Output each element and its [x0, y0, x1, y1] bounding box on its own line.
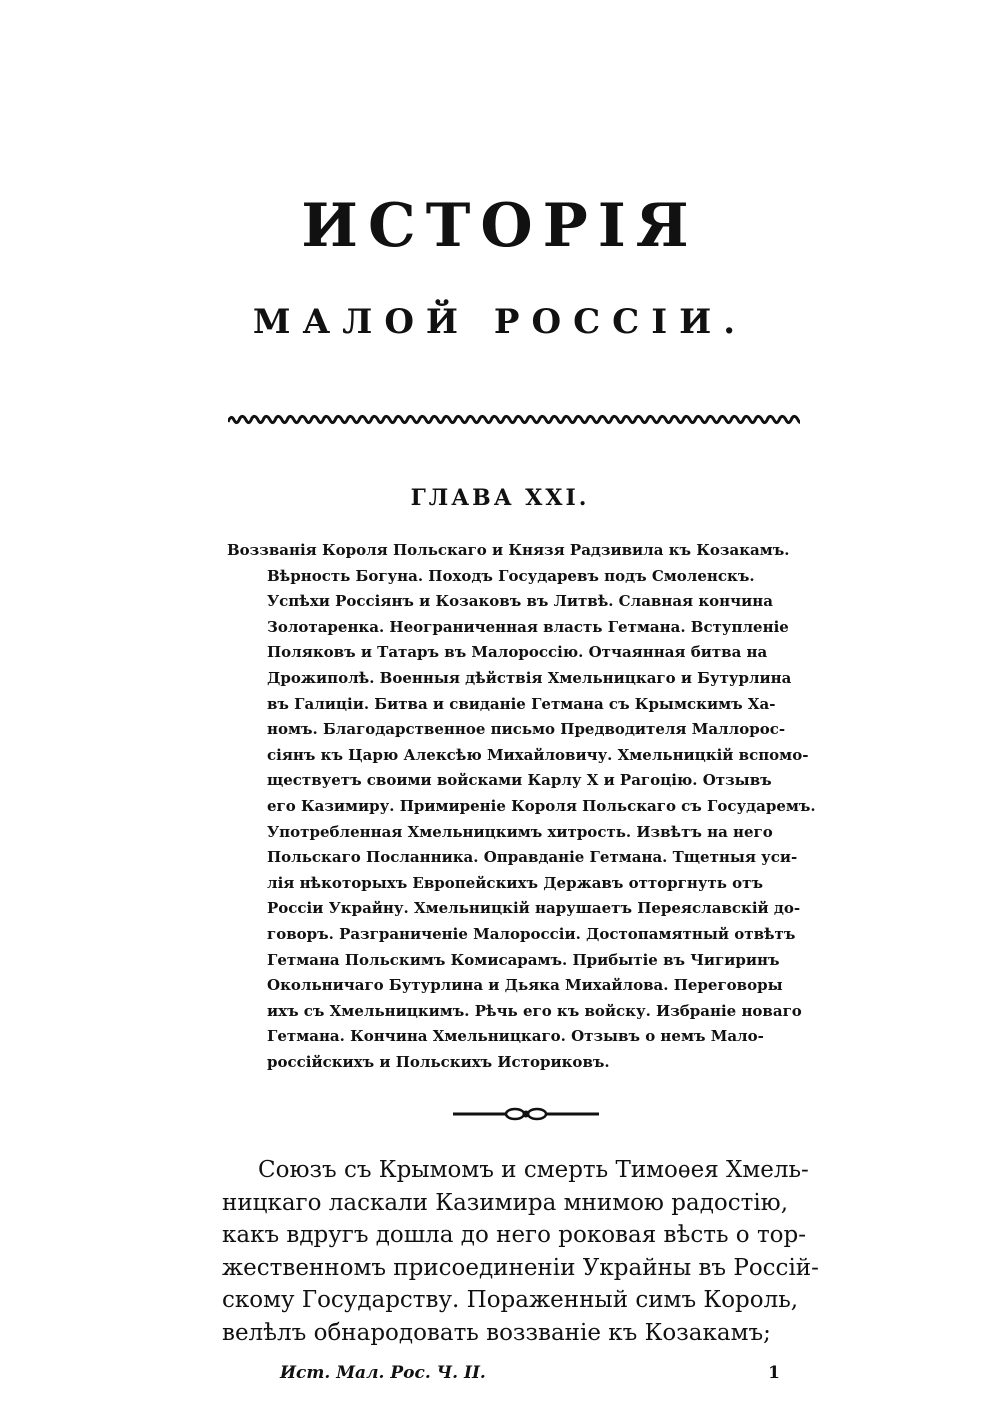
- summary-line: говоръ. Разграниченіе Малороссіи. Достопамятный отвѣтъ: [267, 924, 796, 943]
- summary-line: Употребленная Хмельницкимъ хитрость. Извѣтъ на него: [267, 822, 773, 841]
- summary-line: сіянъ къ Царю Алексѣю Михайловичу. Хмельницкій вспомо-: [267, 745, 809, 764]
- body-line: ницкаго ласкали Казимира мнимою радостію,: [222, 1189, 789, 1216]
- summary-line: Дрожиполѣ. Военныя дѣйствія Хмельницкаго и Бутурлина: [267, 668, 792, 687]
- summary-line: Польскаго Посланника. Оправданіе Гетмана. Тщетныя уси-: [267, 848, 798, 867]
- summary-line: ихъ съ Хмельницкимъ. Рѣчь его къ войску. Избраніе новаго: [267, 1001, 802, 1020]
- body-paragraph: [222, 1154, 822, 1350]
- summary-line: Гетмана Польскимъ Комисарамъ. Прибытіе въ Чигиринъ: [267, 950, 780, 969]
- wavy-rule-divider: [228, 410, 800, 430]
- page-footer: [280, 1360, 800, 1386]
- summary-line: номъ. Благодарственное письмо Предводителя Маллорос-: [267, 720, 786, 739]
- summary-line: Поляковъ и Татаръ въ Малороссію. Отчаянная битва на: [267, 643, 768, 662]
- summary-line: Золотаренка. Неограниченная власть Гетмана. Вступленіе: [267, 617, 789, 636]
- summary-line: его Казимиру. Примиреніе Короля Польскаго съ Государемъ.: [267, 796, 816, 815]
- summary-line: Россіи Украйну. Хмельницкій нарушаетъ Переяславскій до-: [267, 899, 801, 918]
- signature-mark: Ист. Мал. Рос. Ч. II.: [280, 1363, 486, 1383]
- summary-line: Успѣхи Россіянъ и Козаковъ въ Литвѣ. Славная кончина: [267, 592, 773, 611]
- body-line: какъ вдругъ дошла до него роковая вѣсть о тор-: [222, 1222, 807, 1249]
- summary-line: Воззванія Короля Польскаго и Князя Радзивила къ Козакамъ.: [227, 541, 790, 559]
- body-line: скому Государству. Пораженный симъ Король,: [222, 1287, 799, 1314]
- summary-line: лія нѣкоторыхъ Европейскихъ Державъ отторгнуть отъ: [267, 873, 763, 892]
- summary-line: въ Галиціи. Битва и свиданіе Гетмана съ Крымскимъ Ха-: [267, 694, 776, 713]
- body-line: Союзъ съ Крымомъ и смерть Тимоѳея Хмель-: [258, 1157, 809, 1183]
- summary-line: Окольничаго Бутурлина и Дьяка Михайлова. Переговоры: [267, 976, 783, 995]
- chapter-heading: ГЛАВА XXI.: [410, 485, 590, 511]
- ornament-divider: [453, 1106, 599, 1122]
- page-subtitle: МАЛОЙ РОССІИ.: [252, 302, 748, 342]
- chapter-summary: [227, 538, 816, 1075]
- page-title: ИСТОРІЯ: [301, 191, 699, 261]
- summary-line: россійскихъ и Польскихъ Историковъ.: [267, 1052, 610, 1071]
- page-number: 1: [768, 1363, 780, 1383]
- summary-line: ществуетъ своими войсками Карлу X и Рагоцію. Отзывъ: [267, 771, 772, 790]
- body-line: велѣлъ обнародовать воззваніе къ Козакамъ;: [222, 1319, 771, 1346]
- body-line: жественномъ присоединеніи Украйны въ Россій-: [222, 1254, 819, 1281]
- summary-line: Гетмана. Кончина Хмельницкаго. Отзывъ о немъ Мало-: [267, 1027, 764, 1046]
- summary-line: Вѣрность Богуна. Походъ Государевъ подъ Смоленскъ.: [267, 566, 755, 585]
